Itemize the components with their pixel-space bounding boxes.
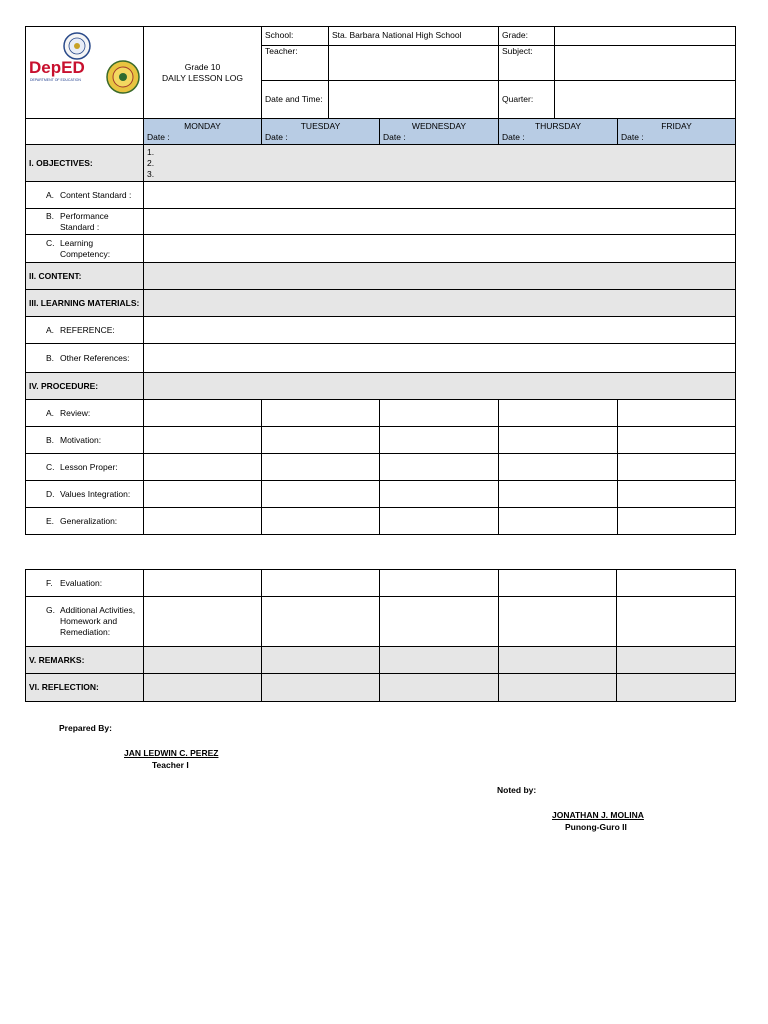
additional-activities-thursday[interactable]	[499, 597, 617, 647]
lesson-proper-friday[interactable]	[618, 454, 736, 481]
review-monday[interactable]	[144, 400, 262, 427]
school-label: School:	[262, 27, 329, 46]
remarks-wednesday[interactable]	[380, 647, 499, 674]
objective-item: 3.	[147, 168, 155, 179]
additional-activities-label: G. Additional Activities, Homework and Remediation:	[26, 597, 144, 647]
lesson-proper-wednesday[interactable]	[380, 454, 499, 481]
subject-label: Subject:	[499, 45, 555, 80]
generalization-label: E. Generalization:	[26, 508, 144, 535]
evaluation-friday[interactable]	[617, 570, 736, 597]
prepared-by-label: Prepared By:	[59, 723, 112, 733]
quarter-value[interactable]	[555, 81, 736, 119]
log-title-cell	[144, 27, 262, 119]
additional-activities-tuesday[interactable]	[262, 597, 380, 647]
additional-activities-friday[interactable]	[617, 597, 736, 647]
noter-name: JONATHAN J. MOLINA	[552, 810, 644, 820]
reference-value[interactable]	[144, 317, 736, 344]
grade-title: Grade 10	[184, 61, 221, 72]
school-value[interactable]: Sta. Barbara National High School	[329, 27, 499, 46]
evaluation-tuesday[interactable]	[262, 570, 380, 597]
reflection-monday[interactable]	[144, 674, 262, 702]
generalization-wednesday[interactable]	[380, 508, 499, 535]
lesson-proper-label: C. Lesson Proper:	[26, 454, 144, 481]
values-integration-label: D. Values Integration:	[26, 481, 144, 508]
day-header-monday: MONDAY Date :	[144, 119, 262, 145]
review-wednesday[interactable]	[380, 400, 499, 427]
svg-text:DEPARTMENT OF EDUCATION: DEPARTMENT OF EDUCATION	[30, 78, 81, 82]
datetime-label: Date and Time:	[262, 81, 329, 119]
additional-activities-monday[interactable]	[144, 597, 262, 647]
remarks-label: V. REMARKS:	[26, 647, 144, 674]
content-standard-value[interactable]	[144, 182, 736, 209]
content-label: II. CONTENT:	[26, 263, 144, 290]
review-tuesday[interactable]	[262, 400, 380, 427]
day-header-wednesday: WEDNESDAY Date :	[380, 119, 499, 145]
objectives-content[interactable]	[144, 145, 736, 182]
motivation-thursday[interactable]	[499, 427, 618, 454]
generalization-monday[interactable]	[144, 508, 262, 535]
grade-label: Grade:	[499, 27, 555, 46]
deped-logo-icon	[26, 27, 144, 115]
remarks-friday[interactable]	[617, 647, 736, 674]
content-standard-label: A. Content Standard :	[26, 182, 144, 209]
additional-activities-wednesday[interactable]	[380, 597, 499, 647]
evaluation-monday[interactable]	[144, 570, 262, 597]
content-value[interactable]	[144, 263, 736, 290]
learning-materials-value[interactable]	[144, 290, 736, 317]
datetime-value[interactable]	[329, 81, 499, 119]
corner-cell	[26, 119, 144, 145]
other-references-label: B. Other References:	[26, 344, 144, 373]
review-label: A. Review:	[26, 400, 144, 427]
teacher-value[interactable]	[329, 45, 499, 80]
preparer-title: Teacher I	[152, 760, 189, 770]
evaluation-thursday[interactable]	[499, 570, 617, 597]
lesson-proper-tuesday[interactable]	[262, 454, 380, 481]
svg-text:DepED: DepED	[29, 58, 85, 77]
values-integration-monday[interactable]	[144, 481, 262, 508]
objectives-label: I. OBJECTIVES:	[26, 145, 144, 182]
generalization-tuesday[interactable]	[262, 508, 380, 535]
reflection-label: VI. REFLECTION:	[26, 674, 144, 702]
objective-item: 1.	[147, 146, 155, 157]
review-friday[interactable]	[618, 400, 736, 427]
reflection-friday[interactable]	[617, 674, 736, 702]
generalization-friday[interactable]	[618, 508, 736, 535]
values-integration-tuesday[interactable]	[262, 481, 380, 508]
day-header-friday: FRIDAY Date :	[618, 119, 736, 145]
noted-by-label: Noted by:	[497, 785, 537, 795]
performance-standard-value[interactable]	[144, 209, 736, 235]
values-integration-friday[interactable]	[618, 481, 736, 508]
reflection-thursday[interactable]	[499, 674, 617, 702]
evaluation-wednesday[interactable]	[380, 570, 499, 597]
objective-item: 2.	[147, 157, 155, 168]
generalization-thursday[interactable]	[499, 508, 618, 535]
subject-value[interactable]	[555, 45, 736, 80]
learning-competency-label: C. Learning Competency:	[26, 235, 144, 263]
motivation-label: B. Motivation:	[26, 427, 144, 454]
motivation-wednesday[interactable]	[380, 427, 499, 454]
reference-label: A. REFERENCE:	[26, 317, 144, 344]
evaluation-label: F. Evaluation:	[26, 570, 144, 597]
lesson-log-continuation-table	[25, 569, 736, 702]
deped-logo	[26, 27, 144, 119]
grade-value[interactable]	[555, 27, 736, 46]
review-thursday[interactable]	[499, 400, 618, 427]
learning-competency-value[interactable]	[144, 235, 736, 263]
reflection-tuesday[interactable]	[262, 674, 380, 702]
motivation-monday[interactable]	[144, 427, 262, 454]
motivation-friday[interactable]	[618, 427, 736, 454]
procedure-label: IV. PROCEDURE:	[26, 373, 144, 400]
day-header-thursday: THURSDAY Date :	[499, 119, 618, 145]
values-integration-thursday[interactable]	[499, 481, 618, 508]
procedure-value[interactable]	[144, 373, 736, 400]
daily-lesson-log-title: DAILY LESSON LOG	[162, 72, 243, 83]
noter-title: Punong-Guro II	[565, 822, 627, 832]
lesson-log-table	[25, 26, 736, 535]
lesson-proper-thursday[interactable]	[499, 454, 618, 481]
lesson-proper-monday[interactable]	[144, 454, 262, 481]
quarter-label: Quarter:	[499, 81, 555, 119]
remarks-thursday[interactable]	[499, 647, 617, 674]
motivation-tuesday[interactable]	[262, 427, 380, 454]
remarks-monday[interactable]	[144, 647, 262, 674]
values-integration-wednesday[interactable]	[380, 481, 499, 508]
learning-materials-label: III. LEARNING MATERIALS:	[26, 290, 144, 317]
performance-standard-label: B. Performance Standard :	[26, 209, 144, 235]
preparer-name: JAN LEDWIN C. PEREZ	[124, 748, 219, 758]
day-header-tuesday: TUESDAY Date :	[262, 119, 380, 145]
reflection-wednesday[interactable]	[380, 674, 499, 702]
remarks-tuesday[interactable]	[262, 647, 380, 674]
other-references-value[interactable]	[144, 344, 736, 373]
teacher-label: Teacher:	[262, 45, 329, 80]
